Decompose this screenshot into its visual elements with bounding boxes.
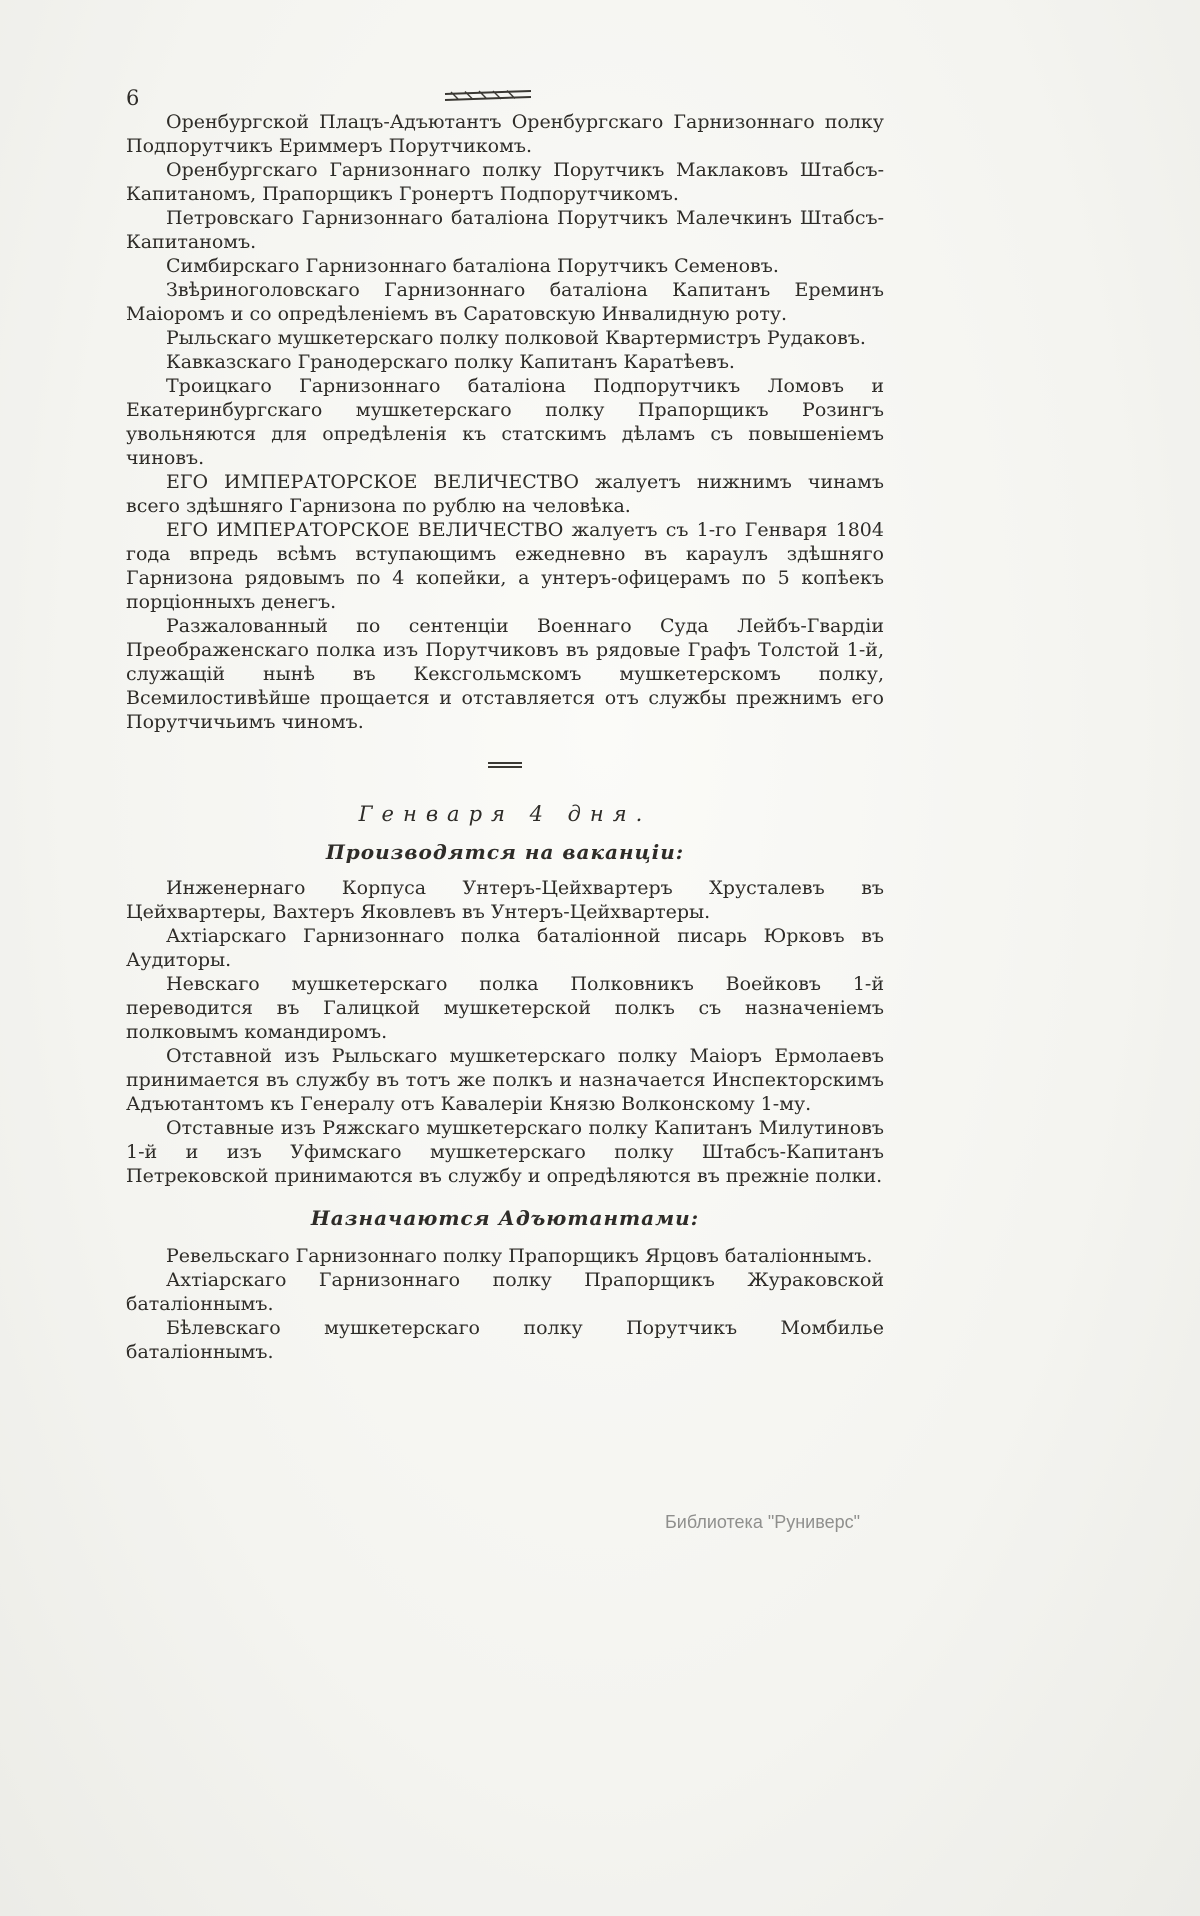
paragraph: Троицкаго Гарнизоннаго баталіона Подпорутчикъ Ломовъ и Екатеринбургскаго мушкетерскаго полку Прапорщикъ Розингъ увольняются для опредѣленія къ статскимъ дѣламъ съ повышеніемъ чиновъ. [126, 375, 884, 469]
ornament-double-rule-icon [443, 88, 533, 104]
paragraph: Разжалованный по сентенціи Военнаго Суда Лейбъ-Гвардіи Преображенскаго полка изъ Порутчиковъ въ рядовые Графъ Толстой 1-й, служащій нынѣ въ Кексгольмскомъ мушкетерскомъ полку, Всемилостивѣйше прощается и отставляется отъ службы прежнимъ его Порутчичьимъ чиномъ. [126, 615, 884, 733]
paragraph: Отставные изъ Ряжскаго мушкетерскаго полку Капитанъ Милутиновъ 1-й и изъ Уфимскаго мушкетерскаго полку Штабсъ-Капитанъ Петрековской принимаются въ службу и опредѣляются въ прежніе полки. [126, 1117, 884, 1187]
paragraph: Звѣриноголовскаго Гарнизоннаго баталіона Капитанъ Ереминъ Маіоромъ и со опредѣленіемъ въ Саратовскую Инвалидную роту. [126, 279, 884, 325]
date-heading: Генваря 4 дня. [358, 802, 652, 826]
paragraph: Ревельскаго Гарнизоннаго полку Прапорщикъ Ярцовъ баталіоннымъ. [166, 1245, 873, 1267]
paragraph: Оренбургскаго Гарнизоннаго полку Порутчикъ Маклаковъ Штабсъ-Капитаномъ, Прапорщикъ Гронертъ Подпорутчикомъ. [126, 159, 884, 205]
adjutants-appointments-heading: Назначаются Адъютантами: [310, 1206, 700, 1230]
paragraph: Инженернаго Корпуса Унтеръ-Цейхвартеръ Хрусталевъ въ Цейхвартеры, Вахтеръ Яковлевъ въ Унтеръ-Цейхвартеры. [126, 877, 884, 923]
vacancy-promotions-heading: Производятся на ваканціи: [325, 840, 685, 864]
library-watermark: Библиотека "Руниверс" [664, 1512, 860, 1532]
paragraph: Отставной изъ Рыльскаго мушкетерскаго полку Маіоръ Ермолаевъ принимается въ службу въ тотъ же полкъ и назначается Инспекторскимъ Адъютантомъ къ Генералу отъ Кавалеріи Князю Волконскому 1-му. [126, 1045, 884, 1115]
paragraph: Рыльскаго мушкетерскаго полку полковой Квартермистръ Рудаковъ. [166, 327, 866, 349]
top-ornament-rule [443, 88, 533, 104]
paragraph: Невскаго мушкетерскаго полка Полковникъ Воейковъ 1-й переводится въ Галицкой мушкетерской полкъ съ назначеніемъ полковымъ командиромъ. [126, 973, 884, 1043]
paragraph: Оренбургской Плацъ-Адъютантъ Оренбургскаго Гарнизоннаго полку Подпорутчикъ Ериммеръ Порутчикомъ. [126, 111, 884, 157]
page-number: 6 [126, 86, 140, 110]
paragraph: ЕГО ИМПЕРАТОРСКОЕ ВЕЛИЧЕСТВО жалуетъ нижнимъ чинамъ всего здѣшняго Гарнизона по рублю на человѣка. [126, 471, 884, 517]
paragraph: Бѣлевскаго мушкетерскаго полку Порутчикъ Момбилье баталіоннымъ. [126, 1317, 884, 1363]
paragraph: Симбирскаго Гарнизоннаго баталіона Порутчикъ Семеновъ. [166, 255, 779, 277]
paragraph: Ахтіарскаго Гарнизоннаго полку Прапорщикъ Жураковской баталіоннымъ. [126, 1269, 884, 1315]
section-divider-rule [488, 762, 522, 768]
paragraph: Кавказскаго Гранодерскаго полку Капитанъ Каратѣевъ. [166, 351, 735, 373]
page-content [126, 110, 884, 1364]
paragraph: Петровскаго Гарнизоннаго баталіона Порутчикъ Малечкинъ Штабсъ-Капитаномъ. [126, 207, 884, 253]
paragraph: ЕГО ИМПЕРАТОРСКОЕ ВЕЛИЧЕСТВО жалуетъ съ 1-го Генваря 1804 года впредь всѣмъ вступающимъ ежедневно въ караулъ здѣшняго Гарнизона рядовымъ по 4 копейки, а унтеръ-офицерамъ по 5 копѣекъ порціонныхъ денегъ. [126, 519, 884, 613]
paragraph: Ахтіарскаго Гарнизоннаго полка баталіонной писарь Юрковъ въ Аудиторы. [126, 925, 884, 971]
